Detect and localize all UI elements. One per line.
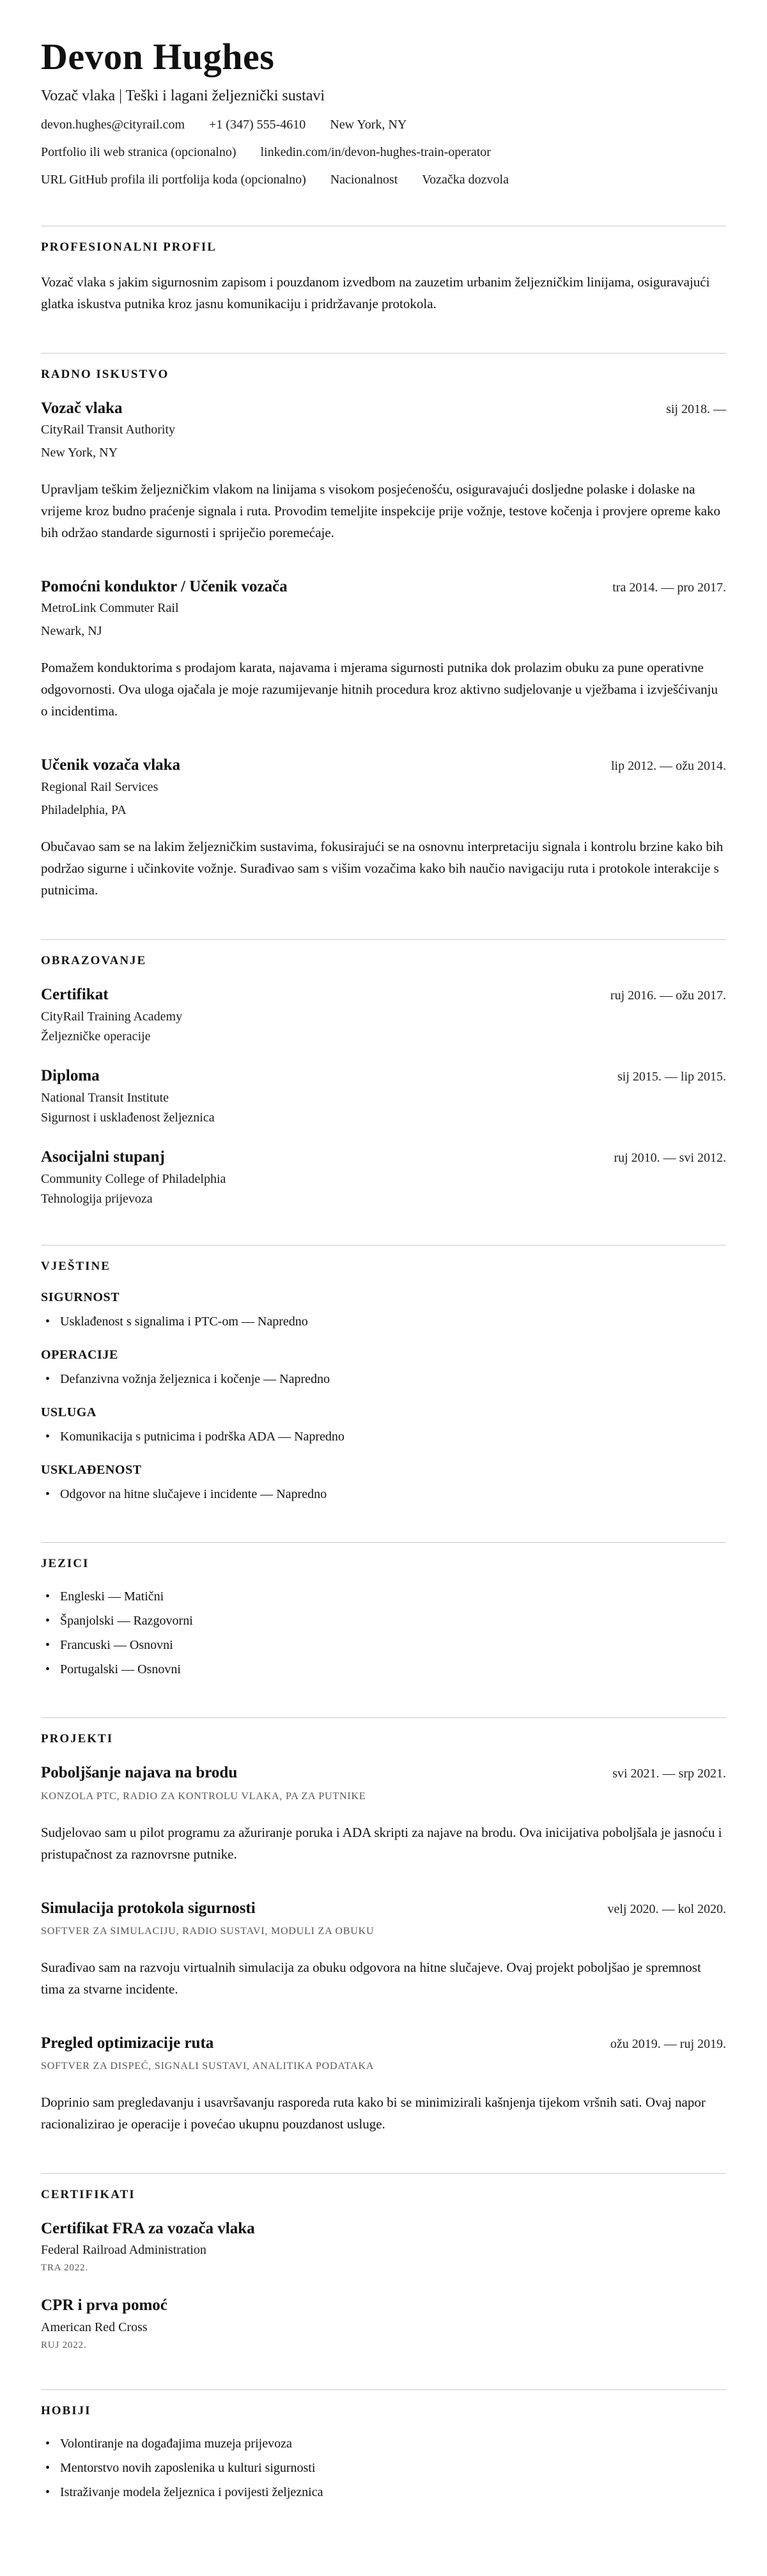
hobby-item: • Istraživanje modela željeznica i povijesti željeznica bbox=[41, 2483, 726, 2502]
degree-title: Asocijalni stupanj bbox=[41, 1148, 165, 1166]
section-certificates bbox=[41, 2173, 726, 2351]
project-dates: svi 2021. — srp 2021. bbox=[612, 1767, 726, 1781]
candidate-name: Devon Hughes bbox=[41, 36, 275, 77]
profile-heading: PROFESIONALNI PROFIL bbox=[41, 240, 217, 254]
certificate-issuer: Federal Railroad Administration bbox=[41, 2243, 206, 2258]
project-title: Pregled optimizacije ruta bbox=[41, 2034, 214, 2052]
skill-group bbox=[41, 1405, 726, 1446]
section-languages bbox=[41, 1542, 726, 1679]
job-location: New York, NY bbox=[41, 445, 118, 460]
project-tools: KONZOLA PTC, RADIO ZA KONTROLU VLAKA, PA ZA PUTNIKE bbox=[41, 1790, 366, 1802]
field-of-study: Željezničke operacije bbox=[41, 1029, 151, 1043]
certificate-title: CPR i prva pomoć bbox=[41, 2297, 167, 2314]
certificate-item bbox=[41, 2219, 726, 2274]
language-list bbox=[41, 1588, 726, 1679]
contact-location: New York, NY bbox=[330, 117, 407, 132]
project-description: Sudjelovao sam u pilot programu za ažuriranje poruka i ADA skripti za najave na brodu. Ova inicijativa poboljšala je jasnoću i pristupačnost za raznovrsne putnike. bbox=[41, 1824, 722, 1862]
education-dates: sij 2015. — lip 2015. bbox=[617, 1069, 726, 1084]
section-projects bbox=[41, 1717, 726, 2135]
contact-linkedin: linkedin.com/in/devon-hughes-train-operator bbox=[260, 144, 491, 159]
skill-list bbox=[41, 1313, 726, 1331]
job-location: Newark, NJ bbox=[41, 624, 102, 639]
skill-category: SIGURNOST bbox=[41, 1290, 120, 1305]
education-item bbox=[41, 985, 726, 1044]
hobby-item: • Mentorstvo novih zaposlenika u kulturi sigurnosti bbox=[41, 2459, 726, 2478]
project-tools: SOFTVER ZA SIMULACIJU, RADIO SUSTAVI, MODULI ZA OBUKU bbox=[41, 1925, 375, 1937]
skill-list bbox=[41, 1370, 726, 1389]
certificate-item bbox=[41, 2295, 726, 2350]
education-header bbox=[41, 1147, 726, 1167]
skill-category: USLUGA bbox=[41, 1405, 97, 1420]
contact-row-3 bbox=[41, 173, 726, 187]
experience-heading: RADNO ISKUSTVO bbox=[41, 367, 169, 381]
skill-group bbox=[41, 1290, 726, 1331]
experience-item bbox=[41, 577, 726, 722]
section-experience bbox=[41, 353, 726, 901]
education-header bbox=[41, 1066, 726, 1086]
contact-portfolio: Portfolio ili web stranica (opcionalno) bbox=[41, 144, 236, 159]
contact-nationality: Nacionalnost bbox=[330, 172, 398, 187]
contact-row-2 bbox=[41, 145, 726, 160]
candidate-headline: Vozač vlaka | Teški i lagani željeznički sustavi bbox=[41, 87, 325, 104]
certificate-date: TRA 2022. bbox=[41, 2263, 88, 2274]
contact-phone: +1 (347) 555-4610 bbox=[209, 117, 306, 132]
project-header bbox=[41, 2033, 726, 2053]
contact-license: Vozačka dozvola bbox=[422, 172, 509, 187]
section-divider bbox=[41, 939, 726, 940]
section-education bbox=[41, 939, 726, 1207]
project-item bbox=[41, 1898, 726, 2000]
job-dates: tra 2014. — pro 2017. bbox=[612, 581, 726, 595]
job-company: CityRail Transit Authority bbox=[41, 422, 176, 437]
degree-title: Certifikat bbox=[41, 985, 109, 1003]
hobby-item: • Volontiranje na događajima muzeja prijevoza bbox=[41, 2435, 726, 2453]
skill-group bbox=[41, 1348, 726, 1389]
project-item bbox=[41, 2033, 726, 2135]
hobbies-heading: HOBIJI bbox=[41, 2403, 91, 2417]
job-dates: sij 2018. — bbox=[666, 402, 726, 416]
job-header bbox=[41, 398, 726, 418]
language-item: • Španjolski — Razgovorni bbox=[41, 1612, 726, 1630]
section-divider bbox=[41, 1717, 726, 1718]
project-title: Simulacija protokola sigurnosti bbox=[41, 1899, 256, 1917]
certificate-issuer: American Red Cross bbox=[41, 2320, 148, 2334]
school-name: CityRail Training Academy bbox=[41, 1009, 183, 1024]
field-of-study: Tehnologija prijevoza bbox=[41, 1192, 153, 1206]
skill-list bbox=[41, 1428, 726, 1446]
job-description: Pomažem konduktorima s prodajom karata, najavama i mjerama sigurnosti putnika dok prolazim obuku za pune operativne odgovornosti. Ova uloga ojačala je moje razumijevanje hitnih procedura kroz aktivno sudjelovanje u vježbama i izvješćivanju o incidentima. bbox=[41, 660, 718, 719]
skill-item: • Odgovor na hitne slučajeve i incidente — Napredno bbox=[41, 1485, 726, 1504]
job-location: Philadelphia, PA bbox=[41, 802, 127, 817]
section-divider bbox=[41, 353, 726, 354]
school-name: National Transit Institute bbox=[41, 1091, 169, 1105]
education-item bbox=[41, 1147, 726, 1206]
skill-item: • Usklađenost s signalima i PTC-om — Napredno bbox=[41, 1313, 726, 1331]
resume-header bbox=[41, 36, 726, 187]
project-title: Poboljšanje najava na brodu bbox=[41, 1764, 238, 1782]
experience-item bbox=[41, 755, 726, 900]
project-description: Doprinio sam pregledavanju i usavršavanju rasporeda ruta kako bi se minimizirali kašnjenja tijekom vršnih sati. Ovaj napor racionalizirao je operacije i povećao ukupnu pouzdanost usluge. bbox=[41, 2095, 706, 2132]
languages-heading: JEZICI bbox=[41, 1557, 89, 1571]
skill-group bbox=[41, 1463, 726, 1504]
degree-title: Diploma bbox=[41, 1066, 100, 1084]
project-dates: ožu 2019. — ruj 2019. bbox=[610, 2036, 726, 2051]
language-item: • Francuski — Osnovni bbox=[41, 1636, 726, 1655]
skills-heading: VJEŠTINE bbox=[41, 1260, 111, 1274]
section-hobbies bbox=[41, 2389, 726, 2502]
skill-item: • Defanzivna vožnja željeznica i kočenje — Napredno bbox=[41, 1370, 726, 1389]
education-dates: ruj 2016. — ožu 2017. bbox=[610, 988, 726, 1003]
project-tools: SOFTVER ZA DISPEĆ, SIGNALI SUSTAVI, ANALITIKA PODATAKA bbox=[41, 2061, 375, 2072]
job-title: Učenik vozača vlaka bbox=[41, 756, 181, 774]
section-divider bbox=[41, 1542, 726, 1543]
education-heading: OBRAZOVANJE bbox=[41, 953, 147, 967]
project-header bbox=[41, 1898, 726, 1918]
contact-email: devon.hughes@cityrail.com bbox=[41, 117, 185, 132]
section-divider bbox=[41, 2173, 726, 2174]
job-header bbox=[41, 755, 726, 775]
skill-category: OPERACIJE bbox=[41, 1348, 118, 1362]
hobby-list bbox=[41, 2435, 726, 2502]
contact-github: URL GitHub profila ili portfolija koda (opcionalno) bbox=[41, 172, 306, 187]
section-profile bbox=[41, 226, 726, 315]
projects-heading: PROJEKTI bbox=[41, 1732, 114, 1746]
certificate-date: RUJ 2022. bbox=[41, 2339, 87, 2350]
job-title: Vozač vlaka bbox=[41, 399, 123, 417]
project-description: Surađivao sam na razvoju virtualnih simulacija za obuku odgovora na hitne slučajeve. Ovaj projekt poboljšao je spremnost tima za stvarne incidente. bbox=[41, 1959, 701, 1997]
education-item bbox=[41, 1066, 726, 1125]
section-divider bbox=[41, 2389, 726, 2390]
job-company: MetroLink Commuter Rail bbox=[41, 601, 179, 616]
certificate-title: Certifikat FRA za vozača vlaka bbox=[41, 2220, 255, 2238]
job-header bbox=[41, 577, 726, 597]
job-title: Pomoćni konduktor / Učenik vozača bbox=[41, 578, 288, 596]
job-dates: lip 2012. — ožu 2014. bbox=[611, 759, 726, 774]
skill-list bbox=[41, 1485, 726, 1504]
field-of-study: Sigurnost i usklađenost željeznica bbox=[41, 1111, 215, 1125]
project-item bbox=[41, 1763, 726, 1864]
language-item: • Portugalski — Osnovni bbox=[41, 1660, 726, 1679]
section-skills bbox=[41, 1245, 726, 1504]
skill-item: • Komunikacija s putnicima i podrška ADA — Napredno bbox=[41, 1428, 726, 1446]
job-description: Obučavao sam se na lakim željezničkim sustavima, fokusirajući se na osnovnu interpretaciju signala i kontrolu brzine kako bih podržao sigurne i učinkovite vožnje. Surađivao sam s višim vozačima kako bih naučio navigaciju ruta i protokole interakcije s putnicima. bbox=[41, 838, 724, 898]
education-dates: ruj 2010. — svi 2012. bbox=[614, 1151, 726, 1166]
education-header bbox=[41, 985, 726, 1004]
skill-category: USKLAĐENOST bbox=[41, 1463, 142, 1478]
language-item: • Engleski — Matični bbox=[41, 1588, 726, 1606]
experience-item bbox=[41, 398, 726, 543]
project-header bbox=[41, 1763, 726, 1783]
project-dates: velj 2020. — kol 2020. bbox=[607, 1901, 726, 1916]
profile-text: Vozač vlaka s jakim sigurnosnim zapisom i pouzdanom izvedbom na zauzetim urbanim željezničkim linijama, osiguravajući glatka iskustva putnika kroz jasnu komunikaciju i pridržavanje protokola. bbox=[41, 274, 710, 311]
job-description: Upravljam teškim željezničkim vlakom na linijama s visokom posjećenošću, osiguravajući dosljedne polaske i dolaske na vrijeme kroz budno praćenje signala i ruta. Provodim temeljite inspekcije prije vožnje, testove kočenja i provjere opreme kako bih održao standarde sigurnosti i spriječio poremećaje. bbox=[41, 481, 721, 540]
contact-row-1 bbox=[41, 118, 726, 132]
school-name: Community College of Philadelphia bbox=[41, 1172, 226, 1187]
job-company: Regional Rail Services bbox=[41, 779, 159, 794]
certificates-heading: CERTIFIKATI bbox=[41, 2188, 136, 2202]
